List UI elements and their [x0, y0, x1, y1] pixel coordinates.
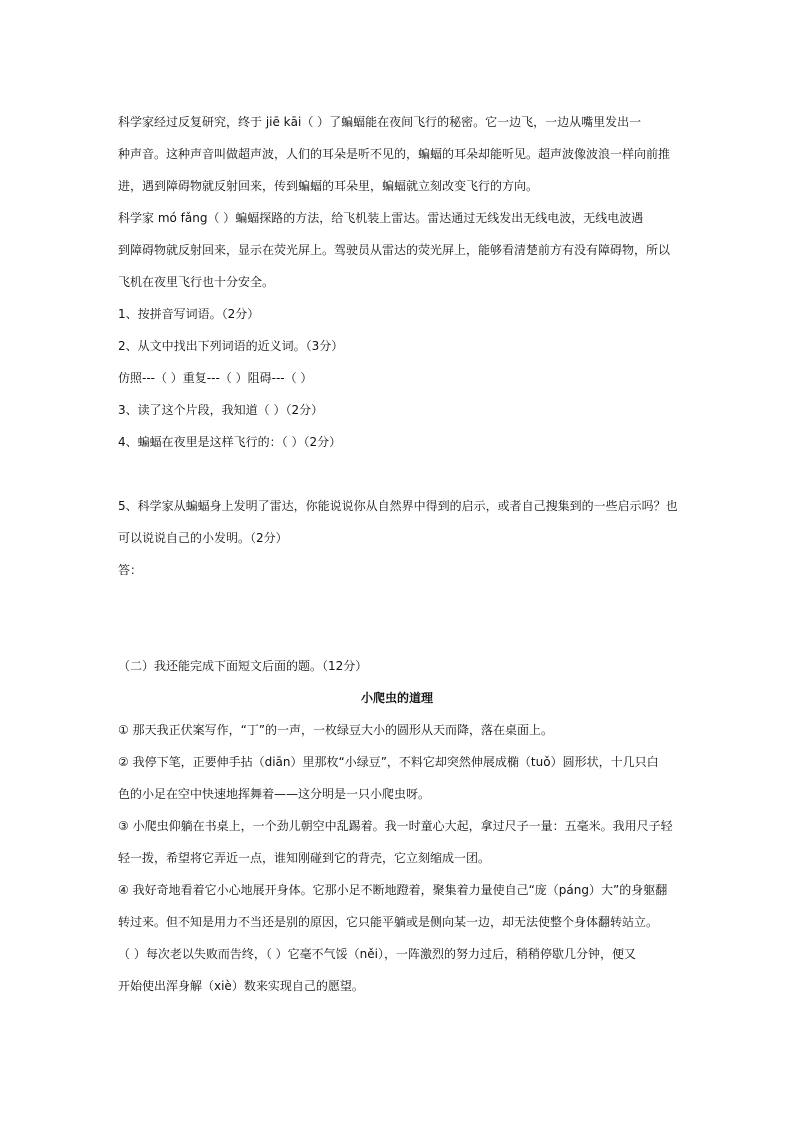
question-3: 3、读了这个片段，我知道（ ）（2分） [118, 403, 324, 417]
paragraph-4-cont: 转过来。但不知是用力不当还是别的原因，它只能平躺或是侧向某一边，却无法使整个身体翻转站立。 [118, 915, 659, 929]
question-2-blanks: 仿照---（ ）重复---（ ）阻碍---（ ） [118, 371, 313, 385]
paragraph-2-cont: 色的小足在空中快速地挥舞着——这分明是一只小爬虫呀。 [118, 787, 431, 801]
question-5-cont: 可以说说自己的小发明。（2分） [118, 531, 288, 545]
question-5: 5、科学家从蝙蝠身上发明了雷达，你能说说你从自然界中得到的启示，或者自己搜集到的一些启示吗？也 [118, 499, 678, 513]
text-line: 种声音。这种声音叫做超声波，人们的耳朵是听不见的，蝙蝠的耳朵却能听见。超声波像波浪一样向前推 [118, 147, 671, 161]
story-title: 小爬虫的道理 [360, 691, 433, 705]
text-line: 科学家经过反复研究，终于 jiē kāi（ ）了蝙蝠能在夜间飞行的秘密。它一边飞，一边从嘴里发出一 [118, 115, 642, 129]
text-line: 到障碍物就反射回来，显示在荧光屏上。驾驶员从雷达的荧光屏上，能够看清楚前方有没有障碍物，所以 [118, 243, 671, 257]
paragraph-5: （ ）每次老以失败而告终，（ ）它毫不气馁（něi），一阵激烈的努力过后，稍稍停歇几分钟，便又 [118, 947, 636, 961]
text-line: 科学家 mó fǎng（ ）蝙蝠探路的方法，给飞机装上雷达。雷达通过无线发出无线电波，无线电波遇 [118, 211, 644, 225]
paragraph-5-cont: 开始使出浑身解（xiè）数来实现自己的愿望。 [118, 979, 364, 993]
paragraph-1: ① 那天我正伏案写作，“丁”的一声，一枚绿豆大小的圆形从天而降，落在桌面上。 [118, 723, 554, 737]
question-4: 4、蝙蝠在夜里是这样飞行的：（ ）（2分） [118, 435, 342, 449]
answer-label: 答： [118, 563, 143, 577]
text-line: 飞机在夜里飞行也十分安全。 [118, 275, 275, 289]
paragraph-2: ② 我停下笔，正要伸手拈（diān）里那枚“小绿豆”，不料它却突然伸展成椭（tuǒ）圆形状，十几只白 [118, 755, 659, 769]
section-heading: （二）我还能完成下面短文后面的题。（12分） [118, 659, 368, 673]
paragraph-3-cont: 轻一拨，希望将它弄近一点，谁知刚碰到它的背壳，它立刻缩成一团。 [118, 851, 491, 865]
question-2: 2、从文中找出下列词语的近义词。（3分） [118, 339, 344, 353]
paragraph-4: ④ 我好奇地看着它小心地展开身体。它那小足不断地蹬着，聚集着力量使自己“庞（páng）大”的身躯翻 [118, 883, 668, 897]
text-line: 进，遇到障碍物就反射回来，传到蝙蝠的耳朵里，蝙蝠就立刻改变飞行的方向。 [118, 179, 539, 193]
question-1: 1、按拼音写词语。（2分） [118, 307, 260, 321]
paragraph-3: ③ 小爬虫仰躺在书桌上，一个劲儿朝空中乱踢着。我一时童心大起，拿过尺子一量：五毫米。我用尺子轻 [118, 819, 673, 833]
